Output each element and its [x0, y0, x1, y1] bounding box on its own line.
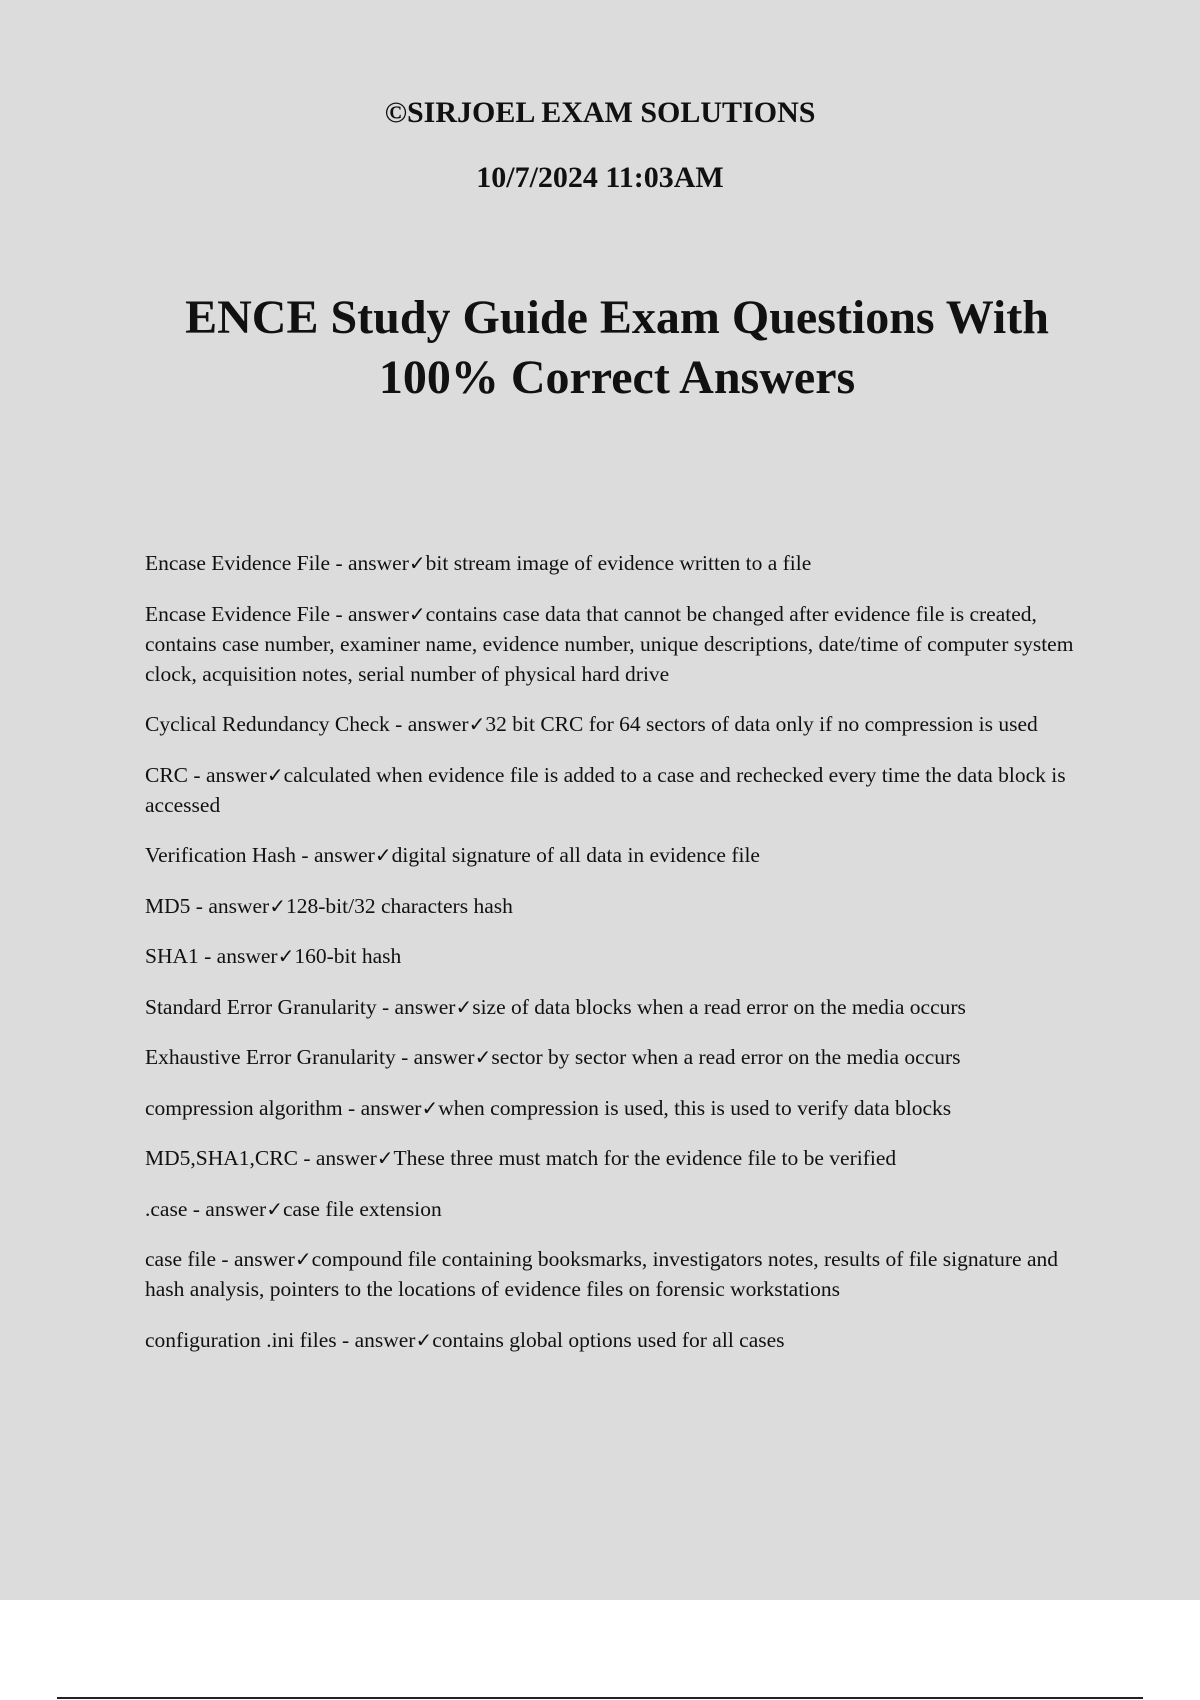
- list-item: [145, 599, 1080, 689]
- item-term: CRC: [145, 762, 189, 787]
- list-item: [145, 548, 1080, 578]
- list-item: [145, 1042, 1080, 1072]
- answer-separator: - answer: [389, 712, 469, 736]
- item-term: SHA1: [145, 944, 199, 968]
- check-icon: ✓: [421, 1095, 439, 1120]
- answer-separator: - answer: [395, 1045, 475, 1069]
- answer-separator: - answer: [296, 843, 375, 867]
- list-item: [145, 1093, 1080, 1123]
- item-term: case file: [145, 1247, 217, 1271]
- list-item: [145, 1244, 1080, 1304]
- item-answer: 160-bit hash: [294, 944, 402, 968]
- answer-separator: - answer: [187, 1196, 267, 1221]
- answer-separator: - answer: [376, 994, 456, 1019]
- list-item: [145, 1143, 1080, 1173]
- check-icon: ✓: [294, 1247, 312, 1271]
- item-term: Exhaustive Error Granularity: [145, 1045, 396, 1069]
- check-icon: ✓: [374, 843, 392, 867]
- answer-separator: - answer: [198, 944, 278, 968]
- footer-divider: [57, 1697, 1143, 1699]
- item-term: .case: [145, 1196, 188, 1221]
- list-item: [145, 1325, 1080, 1355]
- list-item: [145, 1194, 1080, 1224]
- timestamp-header: 10/7/2024 11:03AM: [476, 161, 724, 194]
- check-icon: ✓: [415, 1327, 433, 1352]
- check-icon: ✓: [408, 601, 426, 626]
- answer-separator: - answer: [336, 1327, 416, 1352]
- item-term: configuration .ini files: [145, 1327, 337, 1352]
- list-item: [145, 941, 1080, 971]
- list-item: [145, 840, 1080, 870]
- title-line-1: ENCE Study Guide Exam Questions With: [185, 291, 1049, 344]
- item-answer: digital signature of all data in evidence file: [391, 843, 760, 867]
- item-term: Encase Evidence File: [145, 551, 331, 575]
- item-answer: bit stream image of evidence written to a file: [425, 551, 812, 575]
- item-answer: 128-bit/32 characters hash: [285, 893, 513, 918]
- item-answer: sector by sector when a read error on the media occurs: [491, 1045, 961, 1069]
- title-line-2: 100% Correct Answers: [378, 351, 856, 404]
- document-title: [0, 288, 1200, 408]
- item-term: compression algorithm: [145, 1095, 343, 1120]
- answer-separator: - answer: [342, 1095, 422, 1120]
- item-term: Encase Evidence File: [145, 601, 331, 626]
- item-answer: compound file containing booksmarks, investigators notes, results of file signature and hash analysis, pointers to the locations of evidence files on forensic workstations: [145, 1247, 1058, 1301]
- check-icon: ✓: [376, 1146, 394, 1170]
- qa-list: [145, 548, 1080, 1375]
- list-item: [145, 760, 1080, 820]
- check-icon: ✓: [468, 712, 486, 736]
- item-answer: 32 bit CRC for 64 sectors of data only if no compression is used: [485, 712, 1038, 736]
- list-item: [145, 992, 1080, 1022]
- answer-separator: - answer: [190, 893, 270, 918]
- check-icon: ✓: [474, 1045, 492, 1069]
- item-term: Cyclical Redundancy Check: [145, 712, 390, 736]
- check-icon: ✓: [266, 1196, 283, 1221]
- list-item: [145, 891, 1080, 921]
- item-term: Standard Error Granularity: [145, 994, 377, 1019]
- item-answer: size of data blocks when a read error on the media occurs: [472, 994, 966, 1019]
- item-answer: calculated when evidence file is added to a case and rechecked every time the data block is accessed: [145, 762, 1066, 817]
- check-icon: ✓: [455, 994, 473, 1019]
- item-answer: contains case data that cannot be changed after evidence file is created, contains case number, examiner name, evidence number, unique descriptions, date/time of computer system clock, acquisition notes, serial number of physical hard drive: [145, 601, 1074, 686]
- item-term: MD5,SHA1,CRC: [145, 1146, 298, 1170]
- answer-separator: - answer: [330, 601, 409, 626]
- item-term: MD5: [145, 893, 191, 918]
- list-item: [145, 709, 1080, 739]
- answer-separator: - answer: [330, 551, 409, 575]
- check-icon: ✓: [269, 893, 286, 918]
- answer-separator: - answer: [216, 1247, 295, 1271]
- check-icon: ✓: [408, 551, 426, 575]
- item-answer: case file extension: [282, 1196, 442, 1221]
- check-icon: ✓: [266, 762, 284, 787]
- item-term: Verification Hash: [145, 843, 297, 867]
- brand-header: ©SIRJOEL EXAM SOLUTIONS: [384, 96, 816, 129]
- item-answer: when compression is used, this is used to verify data blocks: [438, 1095, 952, 1120]
- item-answer: These three must match for the evidence file to be verified: [393, 1146, 897, 1170]
- answer-separator: - answer: [297, 1146, 377, 1170]
- item-answer: contains global options used for all cases: [432, 1327, 785, 1352]
- check-icon: ✓: [277, 944, 295, 968]
- answer-separator: - answer: [188, 762, 267, 787]
